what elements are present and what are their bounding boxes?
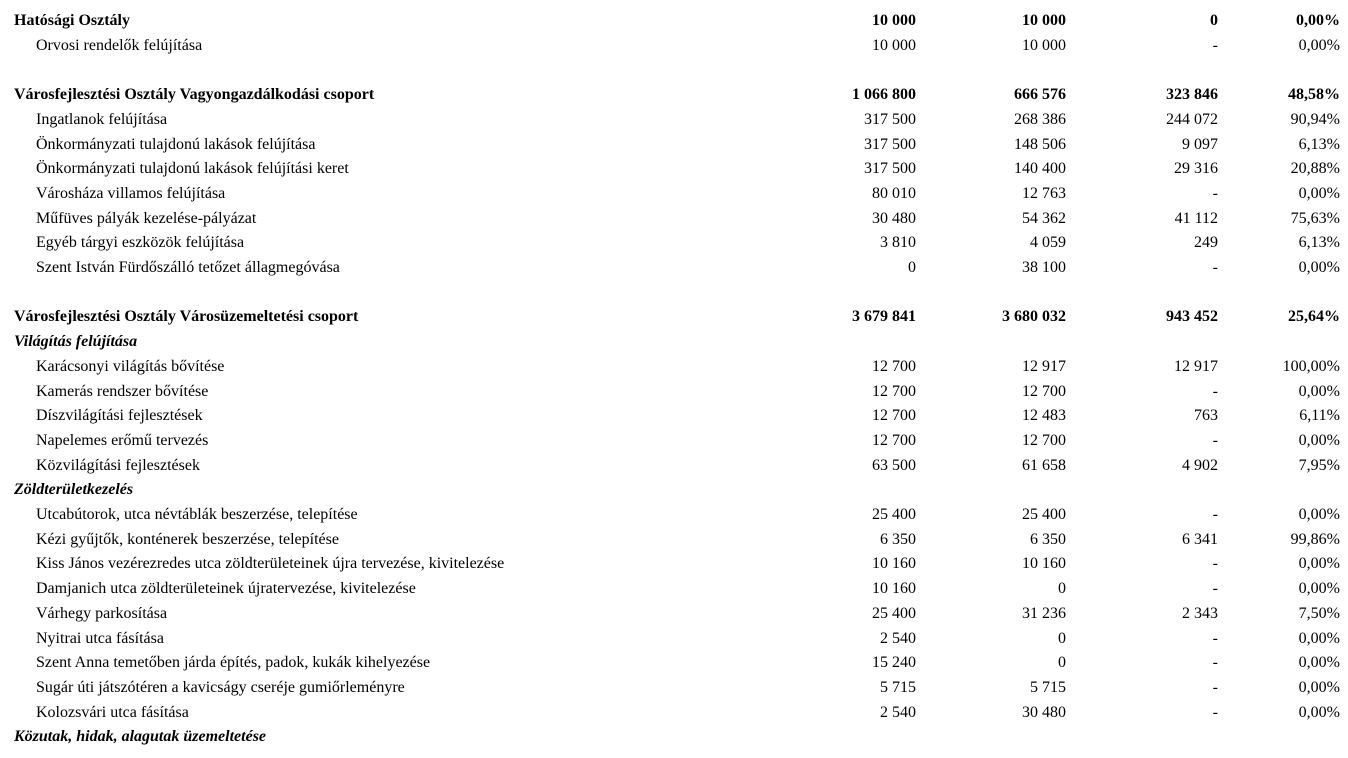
value-col-3: - — [1212, 506, 1218, 523]
value-col-4: 0,00% — [1296, 12, 1340, 29]
table-row — [0, 207, 1348, 231]
value-col-2: 12 700 — [1022, 431, 1066, 449]
value-col-1: 12 700 — [872, 382, 916, 400]
value-col-4: 0,00% — [1298, 555, 1340, 573]
value-col-4: 75,63% — [1290, 209, 1340, 227]
value-col-1: 12 700 — [872, 407, 916, 425]
value-col-1: 12 700 — [872, 431, 916, 449]
value-col-4: 0,00% — [1298, 36, 1340, 54]
section-title: Városfejlesztési Osztály Vagyongazdálkodási csoport — [14, 86, 375, 104]
table-row — [0, 429, 1348, 453]
value-col-3: - — [1212, 555, 1218, 573]
row-label: Városháza villamos felújítása — [36, 184, 226, 202]
table-row — [0, 602, 1348, 626]
value-col-3: - — [1212, 259, 1218, 276]
value-col-4: 0,00% — [1298, 382, 1340, 400]
value-col-3: 29 316 — [1174, 160, 1218, 178]
value-col-2: 4 059 — [1030, 234, 1066, 252]
row-label: Szent Anna temetőben járda építés, padok, kukák kihelyezése — [36, 654, 431, 672]
table-row — [0, 552, 1348, 576]
value-col-1: 15 240 — [872, 654, 916, 672]
row-label: Utcabútorok, utca névtáblák beszerzése, telepítése — [36, 506, 358, 523]
value-col-3: 41 112 — [1174, 209, 1218, 227]
value-col-4: 0,00% — [1298, 678, 1340, 696]
value-col-1: 6 350 — [880, 530, 916, 548]
value-col-4: 20,88% — [1290, 160, 1340, 178]
value-col-3: 4 902 — [1182, 456, 1218, 474]
row-label: Díszvilágítási fejlesztések — [36, 407, 203, 425]
value-col-1: 12 700 — [872, 357, 916, 375]
value-col-1: 10 160 — [872, 555, 916, 573]
value-col-3: - — [1212, 703, 1218, 721]
value-col-1: 5 715 — [880, 678, 916, 696]
row-label: Nyitrai utca fásítása — [36, 629, 164, 647]
value-col-4: 100,00% — [1282, 357, 1340, 375]
value-col-2: 31 236 — [1022, 604, 1066, 622]
table-row — [0, 627, 1348, 651]
value-col-1: 2 540 — [880, 703, 916, 721]
value-col-1: 10 000 — [872, 36, 916, 54]
table-row — [0, 34, 1348, 58]
value-col-4: 25,64% — [1288, 308, 1340, 326]
value-col-3: - — [1212, 580, 1218, 598]
row-label: Kézi gyűjtők, konténerek beszerzése, telepítése — [36, 530, 339, 548]
value-col-2: 12 483 — [1022, 407, 1066, 425]
value-col-3: 244 072 — [1166, 110, 1218, 128]
section-row — [0, 9, 1348, 33]
value-col-1: 63 500 — [872, 456, 916, 474]
category-row — [0, 725, 1348, 749]
value-col-3: - — [1212, 629, 1218, 647]
value-col-2: 268 386 — [1014, 110, 1066, 128]
value-col-1: 0 — [908, 259, 916, 276]
value-col-4: 0,00% — [1298, 259, 1340, 276]
row-label: Karácsonyi világítás bővítése — [36, 357, 225, 375]
value-col-2: 6 350 — [1030, 530, 1066, 548]
table-row — [0, 404, 1348, 428]
value-col-4: 0,00% — [1298, 506, 1340, 523]
table-row — [0, 651, 1348, 675]
table-row — [0, 528, 1348, 552]
value-col-2: 5 715 — [1030, 678, 1066, 696]
value-col-2: 0 — [1058, 580, 1066, 598]
row-label: Egyéb tárgyi eszközök felújítása — [36, 234, 245, 252]
value-col-4: 90,94% — [1290, 110, 1340, 128]
value-col-3: 12 917 — [1174, 357, 1218, 375]
value-col-3: 9 097 — [1182, 135, 1218, 153]
value-col-4: 6,13% — [1298, 234, 1340, 252]
table-row — [0, 577, 1348, 601]
value-col-4: 0,00% — [1298, 580, 1340, 598]
table-row — [0, 503, 1348, 527]
value-col-1: 317 500 — [864, 160, 916, 178]
table-row — [0, 701, 1348, 725]
table-row — [0, 108, 1348, 132]
value-col-3: 763 — [1194, 407, 1218, 425]
row-label: Önkormányzati tulajdonú lakások felújítása — [36, 135, 316, 153]
row-label: Kolozsvári utca fásítása — [36, 703, 189, 721]
value-col-3: 2 343 — [1182, 604, 1218, 622]
value-col-2: 10 160 — [1022, 555, 1066, 573]
value-col-3: - — [1212, 382, 1218, 400]
value-col-1: 2 540 — [880, 629, 916, 647]
row-label: Damjanich utca zöldterületeinek újratervezése, kivitelezése — [36, 580, 416, 598]
row-label: Önkormányzati tulajdonú lakások felújítási keret — [36, 160, 349, 178]
category-row — [0, 478, 1348, 502]
row-label: Ingatlanok felújítása — [36, 110, 168, 128]
category-title: Közutak, hidak, alagutak üzemeltetése — [14, 728, 267, 746]
section-row — [0, 305, 1348, 329]
value-col-2: 12 917 — [1022, 357, 1066, 375]
value-col-3: 943 452 — [1166, 308, 1218, 326]
value-col-4: 6,11% — [1299, 407, 1340, 425]
value-col-1: 10 000 — [872, 12, 916, 29]
value-col-4: 0,00% — [1298, 431, 1340, 449]
value-col-4: 0,00% — [1298, 184, 1340, 202]
value-col-3: - — [1212, 654, 1218, 672]
value-col-2: 148 506 — [1014, 135, 1066, 153]
value-col-2: 10 000 — [1022, 36, 1066, 54]
value-col-4: 7,95% — [1298, 456, 1340, 474]
category-row — [0, 330, 1348, 354]
value-col-1: 317 500 — [864, 135, 916, 153]
value-col-4: 0,00% — [1298, 654, 1340, 672]
value-col-1: 30 480 — [872, 209, 916, 227]
section-title: Hatósági Osztály — [14, 12, 130, 29]
value-col-2: 30 480 — [1022, 703, 1066, 721]
row-label: Kiss János vezérezredes utca zöldterületeinek újra tervezése, kivitelezése — [36, 555, 505, 573]
value-col-1: 1 066 800 — [852, 86, 916, 104]
value-col-3: - — [1212, 678, 1218, 696]
value-col-2: 12 700 — [1022, 382, 1066, 400]
table-row — [0, 182, 1348, 206]
value-col-3: 6 341 — [1182, 530, 1218, 548]
table-row — [0, 380, 1348, 404]
value-col-3: 249 — [1194, 234, 1218, 252]
value-col-2: 38 100 — [1022, 259, 1066, 276]
row-label: Szent István Fürdőszálló tetőzet állagmegóvása — [36, 259, 340, 276]
value-col-3: - — [1212, 184, 1218, 202]
value-col-1: 317 500 — [864, 110, 916, 128]
value-col-4: 0,00% — [1298, 629, 1340, 647]
row-label: Közvilágítási fejlesztések — [36, 456, 200, 474]
value-col-1: 3 679 841 — [852, 308, 916, 326]
value-col-2: 61 658 — [1022, 456, 1066, 474]
value-col-2: 0 — [1058, 654, 1066, 672]
section-row — [0, 83, 1348, 107]
value-col-1: 10 160 — [872, 580, 916, 598]
value-col-2: 12 763 — [1022, 184, 1066, 202]
value-col-1: 25 400 — [872, 506, 916, 523]
table-row — [0, 355, 1348, 379]
value-col-1: 80 010 — [872, 184, 916, 202]
row-label: Orvosi rendelők felújítása — [36, 36, 203, 54]
row-label: Kamerás rendszer bővítése — [36, 382, 209, 400]
value-col-4: 99,86% — [1290, 530, 1340, 548]
value-col-2: 25 400 — [1022, 506, 1066, 523]
value-col-3: 0 — [1210, 12, 1218, 29]
value-col-2: 140 400 — [1014, 160, 1066, 178]
value-col-2: 54 362 — [1022, 209, 1066, 227]
table-row — [0, 133, 1348, 157]
value-col-4: 0,00% — [1298, 703, 1340, 721]
value-col-1: 3 810 — [880, 234, 916, 252]
value-col-4: 7,50% — [1298, 604, 1340, 622]
table-row — [0, 454, 1348, 478]
category-title: Zöldterületkezelés — [14, 481, 134, 499]
row-label: Műfüves pályák kezelése-pályázat — [36, 209, 257, 227]
row-label: Napelemes erőmű tervezés — [36, 431, 209, 449]
value-col-4: 48,58% — [1288, 86, 1340, 104]
value-col-3: - — [1212, 36, 1218, 54]
value-col-2: 666 576 — [1014, 86, 1066, 104]
value-col-4: 6,13% — [1298, 135, 1340, 153]
value-col-2: 10 000 — [1022, 12, 1066, 29]
value-col-2: 0 — [1058, 629, 1066, 647]
value-col-3: 323 846 — [1166, 86, 1218, 104]
row-label: Várhegy parkosítása — [36, 604, 168, 622]
row-label: Sugár úti játszótéren a kavicságy cseréje gumiőrleményre — [36, 678, 405, 696]
value-col-3: - — [1212, 431, 1218, 449]
table-row — [0, 157, 1348, 181]
category-title: Világítás felújítása — [14, 333, 138, 351]
table-row — [0, 256, 1348, 280]
table-row — [0, 231, 1348, 255]
value-col-1: 25 400 — [872, 604, 916, 622]
value-col-2: 3 680 032 — [1002, 308, 1066, 326]
table-row — [0, 676, 1348, 700]
section-title: Városfejlesztési Osztály Városüzemeltetési csoport — [14, 308, 359, 326]
